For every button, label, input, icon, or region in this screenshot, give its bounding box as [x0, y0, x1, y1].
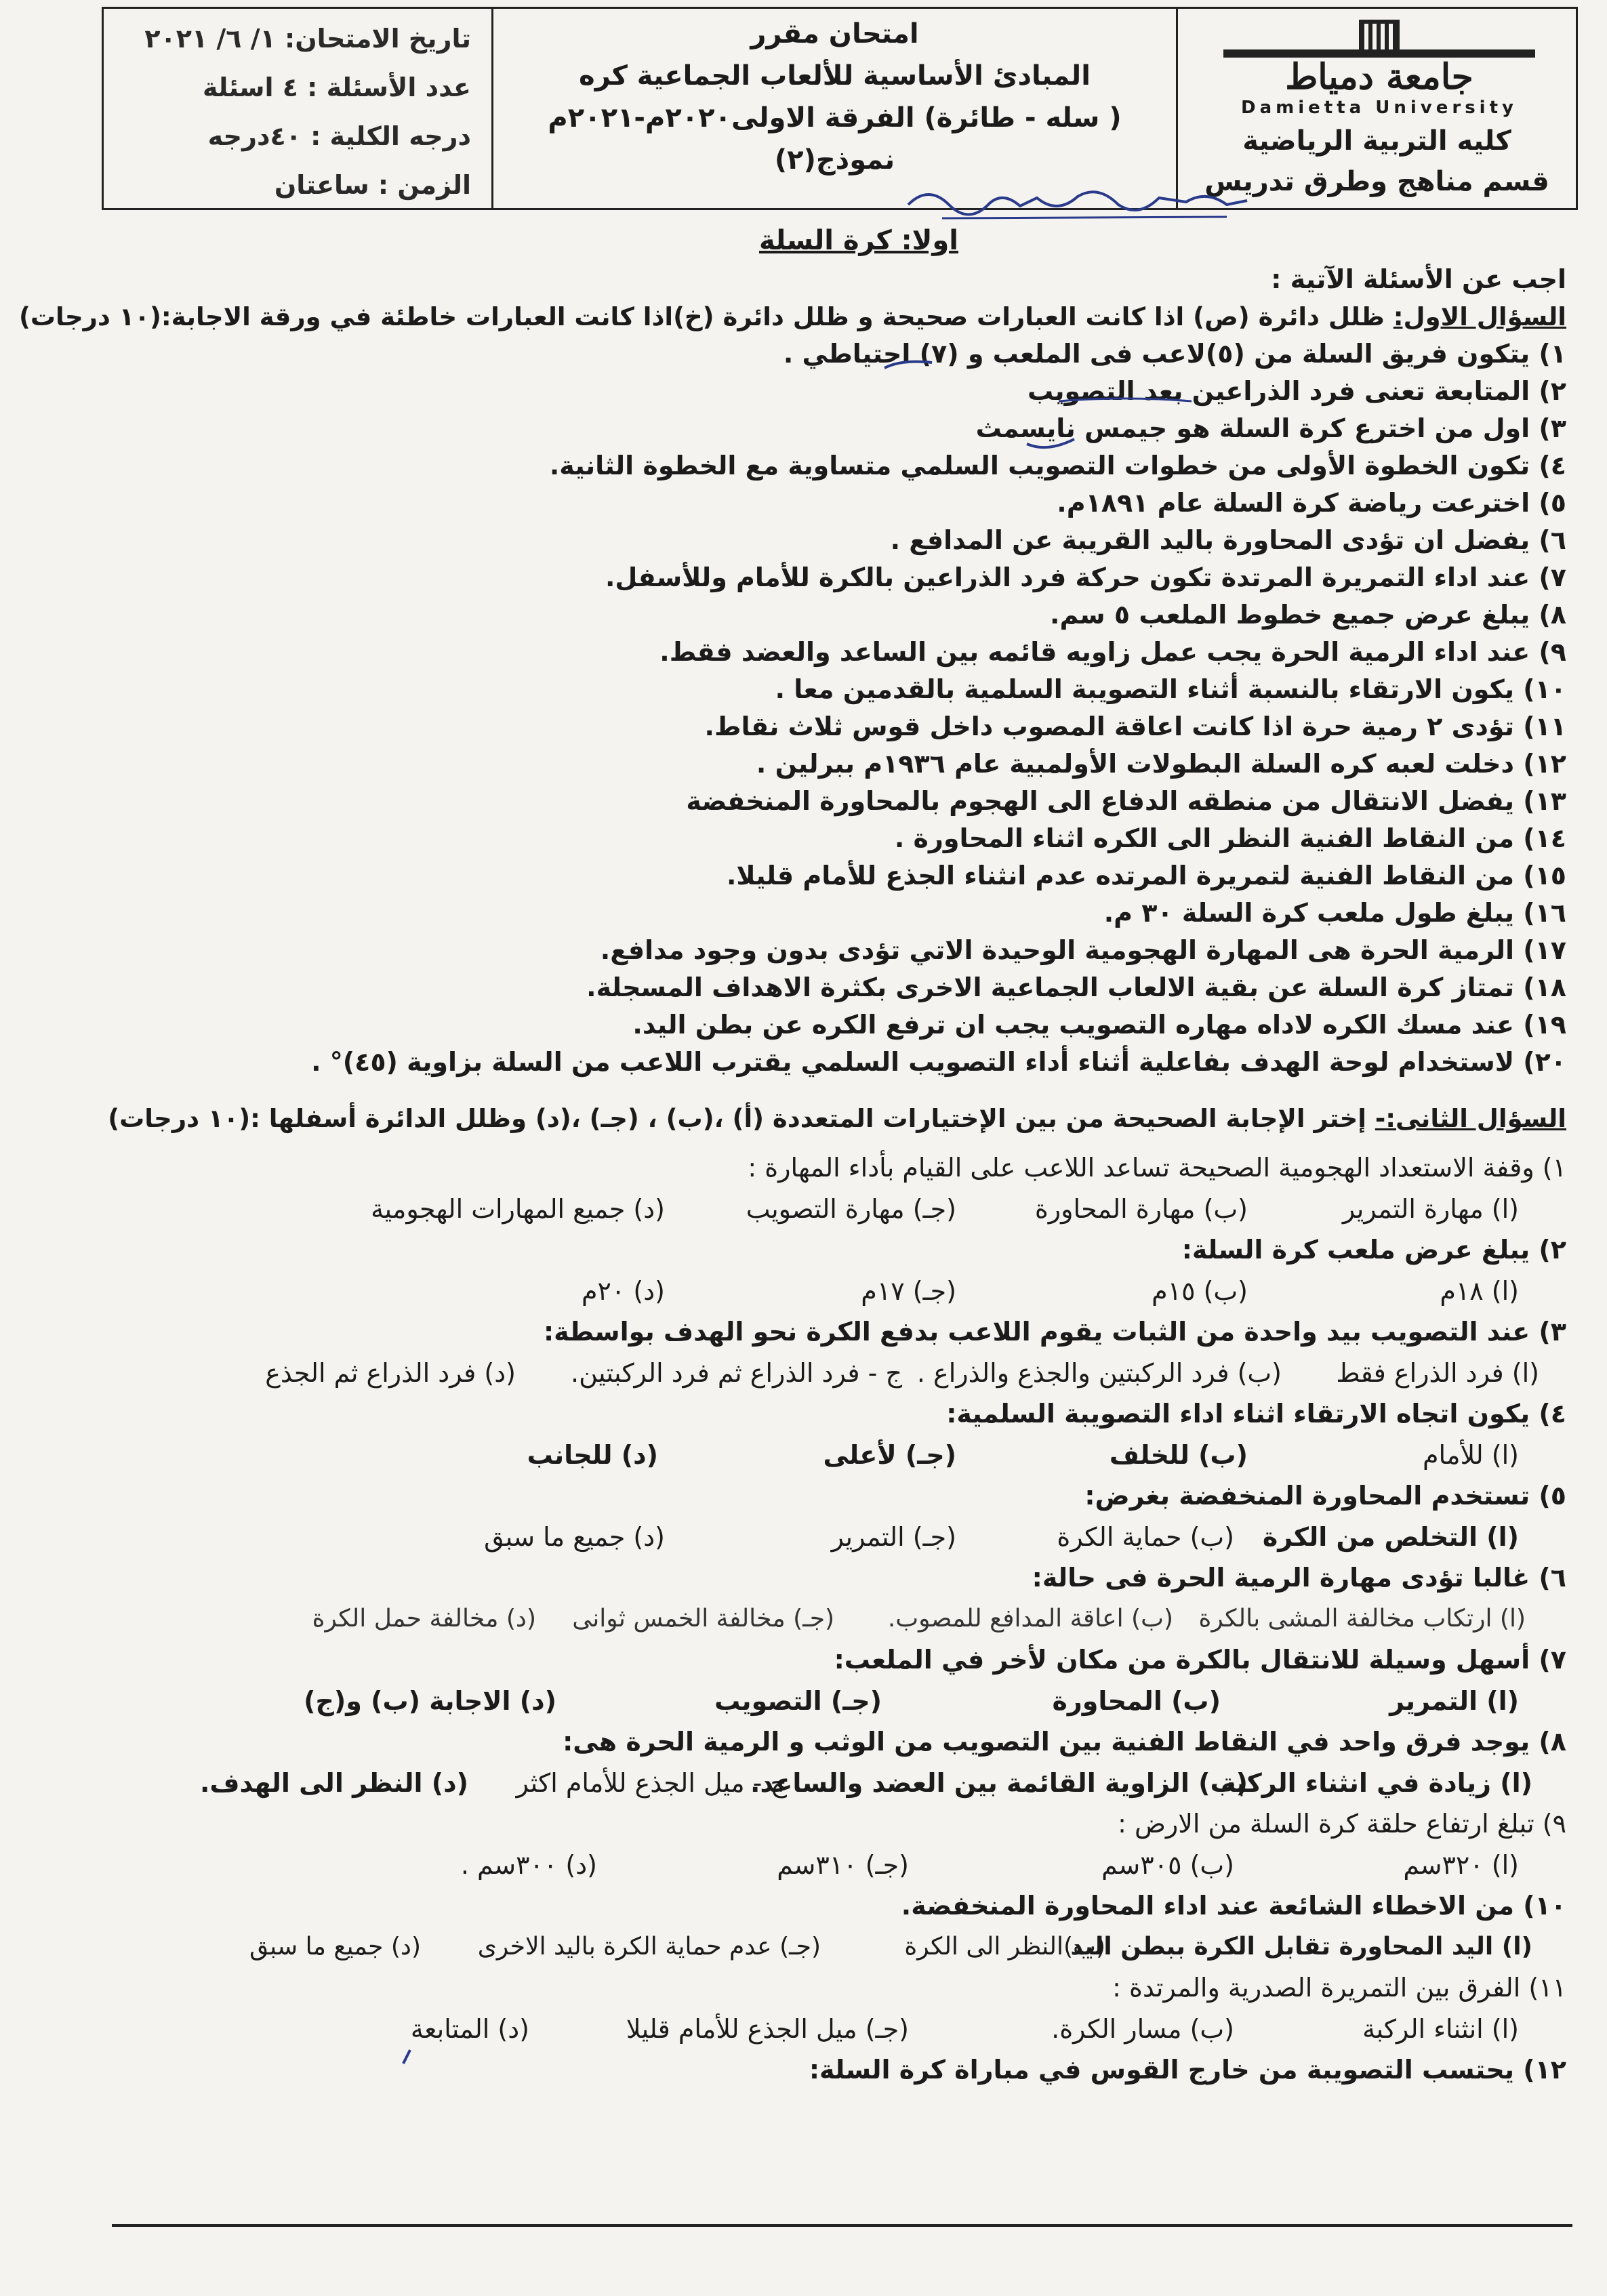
q2-stem: ٣) عند التصويب بيد واحدة من الثبات يقوم اللاعب بدفع الكرة نحو الهدف بواسطة: — [543, 1317, 1566, 1347]
q2-option: (جـ) لأعلى — [823, 1440, 956, 1470]
q2-option: (د) للجانب — [527, 1440, 658, 1470]
q2-option: ج - فرد الذراع ثم فرد الركبتين. — [571, 1358, 902, 1388]
q2-options — [75, 1433, 1566, 1477]
university-logo — [1196, 17, 1562, 119]
q2-stem: ١) وقفة الاستعداد الهجومية الصحيحة تساعد اللاعب على القيام بأداء المهارة : — [748, 1153, 1566, 1183]
q2-option: (ا) زيادة في انثناء الركبة — [1221, 1768, 1532, 1798]
q2-option: (جـ) ٣١٠سم — [777, 1850, 909, 1880]
q1-item: ١٥) من النقاط الفنية لتمريرة المرتده عدم انثناء الجذع للأمام قليلا. — [727, 861, 1566, 890]
q2-options — [75, 1843, 1566, 1887]
exam-header — [102, 7, 1578, 210]
q2-option: (د) فرد الذراع ثم الجذع — [265, 1358, 516, 1388]
q2-option: (ب) فرد الركبتين والجذع والذراع . — [916, 1358, 1282, 1388]
q1-item: ١٤) من النقاط الفنية النظر الى الكره اثناء المحاورة . — [894, 823, 1566, 853]
q2-stem: ١٠) من الاخطاء الشائعة عند اداء المحاورة المنخفضة. — [901, 1891, 1566, 1921]
q2-options — [75, 1597, 1566, 1641]
course-detail: ( سله - طائرة) الفرقة الاولى٢٠٢٠م-٢٠٢١م — [548, 102, 1122, 134]
q2-option: (ب) اعاقة المدافع للمصوب. — [887, 1605, 1173, 1633]
handwritten-signature — [901, 178, 1254, 225]
q2-option: (ب) ١٥م — [1152, 1276, 1248, 1306]
q2-option: (د) جميع ما سبق — [484, 1522, 665, 1552]
q1-header — [18, 298, 1566, 335]
exam-info-block — [104, 9, 491, 208]
q2-header — [75, 1100, 1566, 1137]
q2-option: (جـ) ميل الجذع للأمام قليلا — [626, 2014, 909, 2044]
q1-item: ٤) تكون الخطوة الأولى من خطوات التصويب السلمي متساوية مع الخطوة الثانية. — [549, 451, 1566, 480]
q2-option: (د) النظر الى الهدف. — [199, 1768, 468, 1798]
q2-option: (ب) حماية الكرة — [1057, 1522, 1234, 1552]
exam-duration: الزمن : ساعتان — [274, 170, 471, 200]
q1-item: ٥) اخترعت رياضة كرة السلة عام ١٨٩١م. — [1057, 488, 1566, 518]
exam-model: نموذج(٢) — [774, 144, 895, 176]
q2-options — [75, 1515, 1566, 1559]
q2-option: ج - ميل الجذع للأمام اكثر — [516, 1768, 787, 1798]
q2-option: (ا) ارتكاب مخالفة المشى بالكرة — [1198, 1605, 1526, 1633]
q1-prompt: ظلل دائرة (ص) اذا كانت العبارات صحيحة و ظلل دائرة (خ)اذا كانت العبارات خاطئة في ورقة الاجابة:(١٠ درجات) — [18, 302, 1394, 331]
q2-option: (د) جميع المهارات الهجومية — [371, 1194, 665, 1224]
q1-item: ١٦) يبلغ طول ملعب كرة السلة ٣٠ م. — [1103, 898, 1566, 928]
q2-option: (ا) ١٨م — [1440, 1276, 1519, 1306]
q2-option: (جـ) التصويب — [714, 1686, 882, 1716]
q1-label: السؤال الاول: — [1393, 302, 1566, 331]
department-name: قسم مناهج وطرق تدريس — [1204, 166, 1549, 197]
q2-options — [75, 1679, 1566, 1723]
q2-stem: ٢) يبلغ عرض ملعب كرة السلة: — [1181, 1235, 1566, 1265]
bottom-rule — [112, 2224, 1572, 2227]
q1-item: ٨) يبلغ عرض جميع خطوط الملعب ٥ سم. — [1050, 600, 1566, 630]
q2-option: (ب) مهارة المحاورة — [1034, 1194, 1248, 1224]
q2-option: (ا) للأمام — [1423, 1440, 1519, 1470]
q2-stem: ٩) تبلغ ارتفاع حلقة كرة السلة من الارض : — [1118, 1809, 1566, 1839]
q2-option: (ا) فرد الذراع فقط — [1336, 1358, 1539, 1388]
q2-option: (د) المتابعة — [410, 2014, 529, 2044]
exam-title: امتحان مقرر — [750, 18, 919, 49]
q1-item: ١٢) دخلت لعبه كره السلة البطولات الأولمبية عام ١٩٣٦م ببرلين . — [756, 749, 1566, 779]
q2-option: (د) ٢٠م — [581, 1276, 665, 1306]
q2-options — [75, 2007, 1566, 2051]
q2-option: (ا) ٣٢٠سم — [1403, 1850, 1519, 1880]
total-grade: درجه الكلية : ٤٠درجه — [207, 121, 471, 151]
q2-options — [75, 1925, 1566, 1969]
q2-option: (ب) المحاورة — [1052, 1686, 1221, 1716]
q2-option: (جـ) ١٧م — [861, 1276, 956, 1306]
q2-option: (ا) مهارة التمرير — [1342, 1194, 1519, 1224]
q2-stem: ٤) يكون اتجاه الارتقاء اثناء اداء التصويبة السلمية: — [946, 1399, 1566, 1429]
q2-option: (ا) التمرير — [1389, 1686, 1519, 1716]
logo-arabic-text: جامعة دمياط — [1285, 56, 1473, 98]
q2-option: (ب) مسار الكرة. — [1051, 2014, 1234, 2044]
q1-item: ١٨) تمتاز كرة السلة عن بقية الالعاب الجماعية الاخرى بكثرة الاهداف المسجلة. — [586, 972, 1566, 1002]
q2-stem: ١٢) يحتسب التصويبة من خارج القوس في مباراة كرة السلة: — [809, 2055, 1566, 2085]
q2-label: السؤال الثانى:- — [1375, 1104, 1566, 1133]
q2-options — [75, 1269, 1566, 1313]
q2-stem: ٥) تستخدم المحاورة المنخفضة بغرض: — [1084, 1481, 1566, 1511]
num-questions: عدد الأسئلة : ٤ اسئلة — [203, 73, 471, 102]
q2-option: (د) جميع ما سبق — [249, 1933, 421, 1961]
q1-items — [75, 335, 1566, 1081]
q2-option: (ب)النظر الى الكرة — [904, 1933, 1105, 1961]
course-name: المبادئ الأساسية للألعاب الجماعية كره — [579, 60, 1091, 91]
q1-item: ٣) اول من اخترع كرة السلة هو جيمس نايسمث — [975, 413, 1566, 443]
q2-option: (جـ) التمرير — [831, 1522, 956, 1552]
q2-option: (د) مخالفة حمل الكرة — [312, 1605, 536, 1633]
questions-content — [18, 261, 1566, 2089]
q2-stem: ٨) يوجد فرق واحد في النقاط الفنية بين التصويب من الوثب و الرمية الحرة هى: — [563, 1727, 1566, 1757]
q1-item: ١٧) الرمية الحرة هى المهارة الهجومية الوحيدة الاتي تؤدى بدون وجود مدافع. — [600, 935, 1566, 965]
q2-options — [75, 1187, 1566, 1231]
underline-mark-icon — [1057, 393, 1193, 407]
q2-option: (ب) ٣٠٥سم — [1101, 1850, 1234, 1880]
q2-stem: ٧) أسهل وسيلة للانتقال بالكرة من مكان لأخر في الملعب: — [834, 1645, 1566, 1675]
q2-items — [75, 1149, 1566, 2089]
q1-item: ١٣) يفضل الانتقال من منطقه الدفاع الى الهجوم بالمحاورة المنخفضة — [686, 786, 1566, 816]
q2-option: (جـ) مهارة التصويب — [746, 1194, 956, 1224]
q2-option: (ا) اليد المحاورة تقابل الكرة ببطن اليد — [1070, 1933, 1532, 1961]
q2-option: (ب) للخلف — [1109, 1440, 1248, 1470]
check-mark-icon — [881, 356, 935, 376]
q2-option: (ا) انثناء الركبة — [1362, 2014, 1519, 2044]
q2-option: (د) ٣٠٠سم . — [460, 1850, 597, 1880]
q1-item: ٢) المتابعة تعنى فرد الذراعين بعد التصويب — [1027, 376, 1566, 406]
college-name: كليه التربية الرياضية — [1242, 125, 1511, 157]
q1-item: ٦) يفضل ان تؤدى المحاورة باليد القريبة عن المدافع . — [890, 525, 1566, 555]
q2-options — [75, 1351, 1566, 1395]
check-mark-icon — [1023, 434, 1078, 454]
q2-options — [75, 1761, 1566, 1805]
q2-option: (ا) التخلص من الكرة — [1262, 1522, 1519, 1552]
q1-item: ١٩) عند مسك الكره لاداه مهاره التصويب يجب ان ترفع الكره عن بطن اليد. — [632, 1010, 1566, 1040]
q2-stem: ١١) الفرق بين التمريرة الصدرية والمرتدة : — [1112, 1973, 1566, 2003]
q1-item: ٩) عند اداء الرمية الحرة يجب عمل زاويه قائمه بين الساعد والعضد فقط. — [659, 637, 1566, 667]
check-mark-icon — [400, 2047, 420, 2067]
logo-english-text: Damietta University — [1241, 98, 1518, 118]
q1-item: ٧) عند اداء التمريرة المرتدة تكون حركة فرد الذراعين بالكرة للأمام وللأسفل. — [605, 562, 1566, 592]
q1-item: ١) يتكون فريق السلة من (٥)لاعب فى الملعب و (٧) احتياطي . — [783, 339, 1566, 369]
q2-prompt: إختر الإجابة الصحيحة من بين الإختيارات المتعددة (أ) ،(ب) ، (جـ) ،(د) وظلل الدائرة أسفلها :(١٠ درجات) — [108, 1104, 1375, 1133]
q1-item: ١٠) يكون الارتقاء بالنسبة أثناء التصويبة السلمية بالقدمين معا . — [775, 674, 1566, 704]
instructions: اجب عن الأسئلة الآتية : — [1271, 264, 1566, 294]
section-title: اولا: كرة السلة — [759, 225, 958, 256]
q1-item: ١١) تؤدى ٢ رمية حرة اذا كانت اعاقة المصوب داخل قوس ثلاث نقاط. — [704, 712, 1566, 741]
q2-option: (جـ) مخالفة الخمس ثوانى — [572, 1605, 834, 1633]
q2-option: (ب) الزاوية القائمة بين العضد والساعد. — [750, 1768, 1248, 1798]
q1-item: ٢٠) لاستخدام لوحة الهدف بفاعلية أثناء أداء التصويب السلمي يقترب اللاعب من السلة بزاوية (٤٥)° . — [311, 1047, 1566, 1077]
q2-stem: ٦) غالبا تؤدى مهارة الرمية الحرة فى حالة: — [1032, 1563, 1566, 1593]
q2-option: (د) الاجابة (ب) و(ج) — [304, 1686, 556, 1716]
exam-date: تاريخ الامتحان: ١/ ٦/ ٢٠٢١ — [144, 24, 471, 54]
q2-option: (جـ) عدم حماية الكرة باليد الاخرى — [477, 1933, 821, 1961]
